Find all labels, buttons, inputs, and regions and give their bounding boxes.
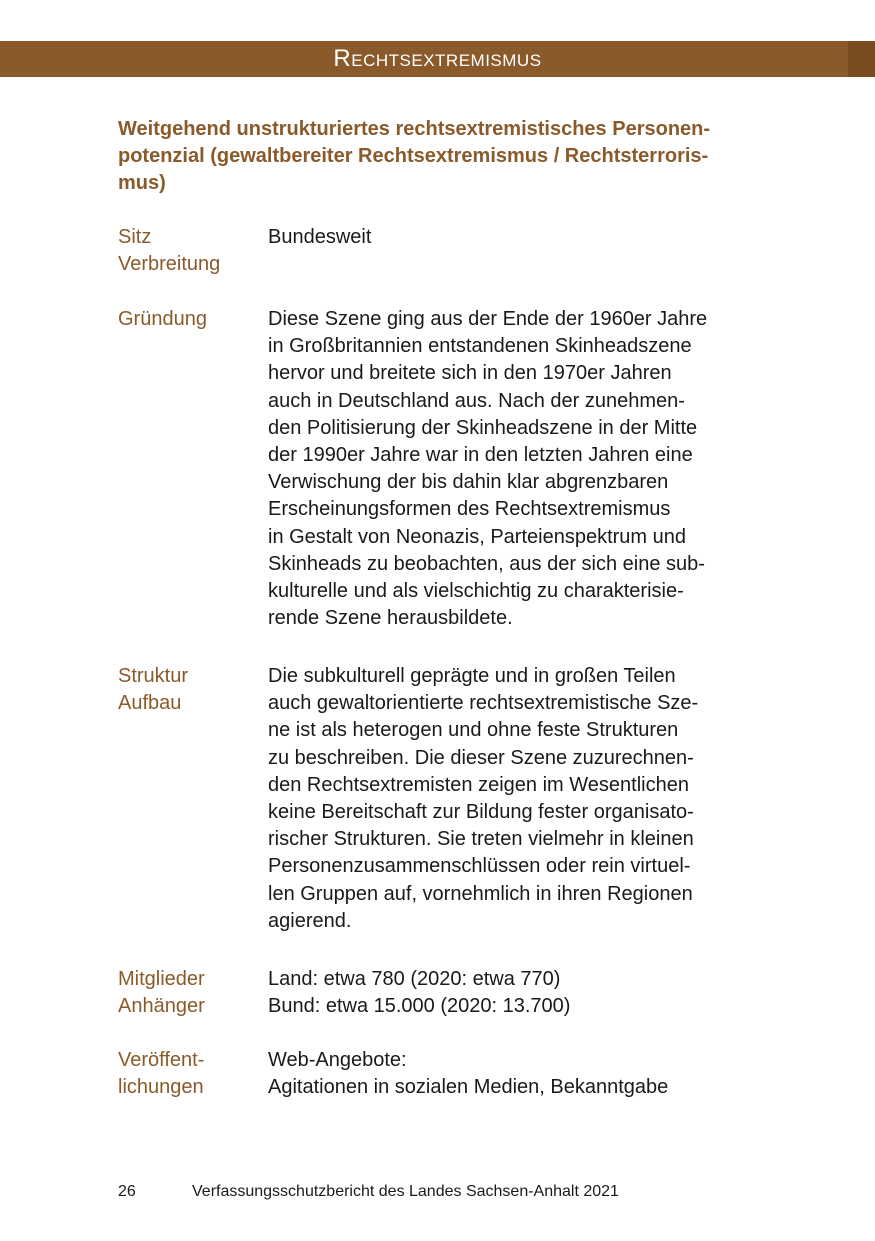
value-mitglieder [268, 966, 768, 1020]
value-line: Web-Angebote: [268, 1049, 407, 1071]
value-line: Skinheads zu beobachten, aus der sich eine sub- [268, 552, 705, 575]
label-line: Veröffent- [118, 1049, 205, 1071]
value-line: zu beschreiben. Die dieser Szene zuzurechnen- [268, 746, 694, 769]
section-heading [118, 116, 758, 197]
value-gruendung [268, 306, 768, 632]
chapter-header-bar [0, 41, 875, 77]
value-line: Erscheinungsformen des Rechtsextremismus [268, 498, 671, 521]
value-line: Diese Szene ging aus der Ende der 1960er Jahre [268, 308, 708, 330]
value-line: Die subkulturell geprägte und in großen Teilen [268, 665, 676, 687]
value-line: auch gewaltorientierte rechtsextremistische Sze- [268, 692, 699, 715]
label-line: Sitz [118, 226, 152, 248]
page-number: 26 [118, 1183, 136, 1200]
value-line: Land: etwa 780 (2020: etwa 770) [268, 968, 561, 990]
value-line: rende Szene herausbildete. [268, 607, 513, 630]
value-line: kulturelle und als vielschichtig zu charakterisie- [268, 580, 684, 603]
label-sitz [118, 224, 258, 278]
value-line: ne ist als heterogen und ohne feste Strukturen [268, 719, 679, 742]
value-line: len Gruppen auf, vornehmlich in ihren Regionen [268, 882, 693, 905]
label-line: Anhänger [118, 995, 205, 1017]
footer-text: Verfassungsschutzbericht des Landes Sachsen-Anhalt 2021 [192, 1183, 619, 1200]
label-mitglieder [118, 966, 258, 1020]
value-veroeffentlichungen [268, 1047, 768, 1101]
value-line: den Politisierung der Skinheadszene in der Mitte [268, 416, 698, 439]
label-gruendung [118, 306, 258, 333]
label-veroeffentlichungen [118, 1047, 258, 1101]
value-line: Agitationen in sozialen Medien, Bekanntgabe [268, 1076, 669, 1099]
value-line: der 1990er Jahre war in den letzten Jahren eine [268, 444, 693, 467]
label-line: Gründung [118, 308, 207, 330]
value-line: Verwischung der bis dahin klar abgrenzbaren [268, 471, 669, 494]
heading-line: potenzial (gewaltbereiter Rechtsextremismus / Rechtsterroris- [118, 145, 709, 167]
value-line: rischer Strukturen. Sie treten vielmehr in kleinen [268, 828, 694, 851]
page-footer [118, 1181, 758, 1203]
value-line: Bund: etwa 15.000 (2020: 13.700) [268, 995, 571, 1018]
value-line: agierend. [268, 909, 352, 932]
value-line: in Gestalt von Neonazis, Parteienspektrum und [268, 525, 686, 548]
label-line: Aufbau [118, 692, 182, 714]
value-line: den Rechtsextremisten zeigen im Wesentlichen [268, 773, 689, 796]
label-line: Struktur [118, 665, 189, 687]
value-struktur [268, 663, 768, 935]
header-accent-block [848, 41, 875, 77]
label-struktur [118, 663, 258, 717]
value-line: Bundesweit [268, 226, 372, 248]
value-sitz [268, 224, 768, 251]
label-line: lichungen [118, 1076, 204, 1098]
value-line: in Großbritannien entstandenen Skinheadszene [268, 335, 692, 358]
heading-line: Weitgehend unstrukturiertes rechtsextremistisches Personen- [118, 118, 711, 140]
value-line: hervor und breitete sich in den 1970er Jahren [268, 362, 672, 385]
value-line: keine Bereitschaft zur Bildung fester organisato- [268, 801, 694, 824]
label-line: Verbreitung [118, 253, 221, 275]
heading-line: mus) [118, 172, 166, 194]
value-line: auch in Deutschland aus. Nach der zunehmen- [268, 389, 685, 412]
value-line: Personenzusammenschlüssen oder rein virtuel- [268, 855, 691, 878]
chapter-title: Rechtsextremismus [333, 45, 542, 72]
label-line: Mitglieder [118, 968, 205, 990]
